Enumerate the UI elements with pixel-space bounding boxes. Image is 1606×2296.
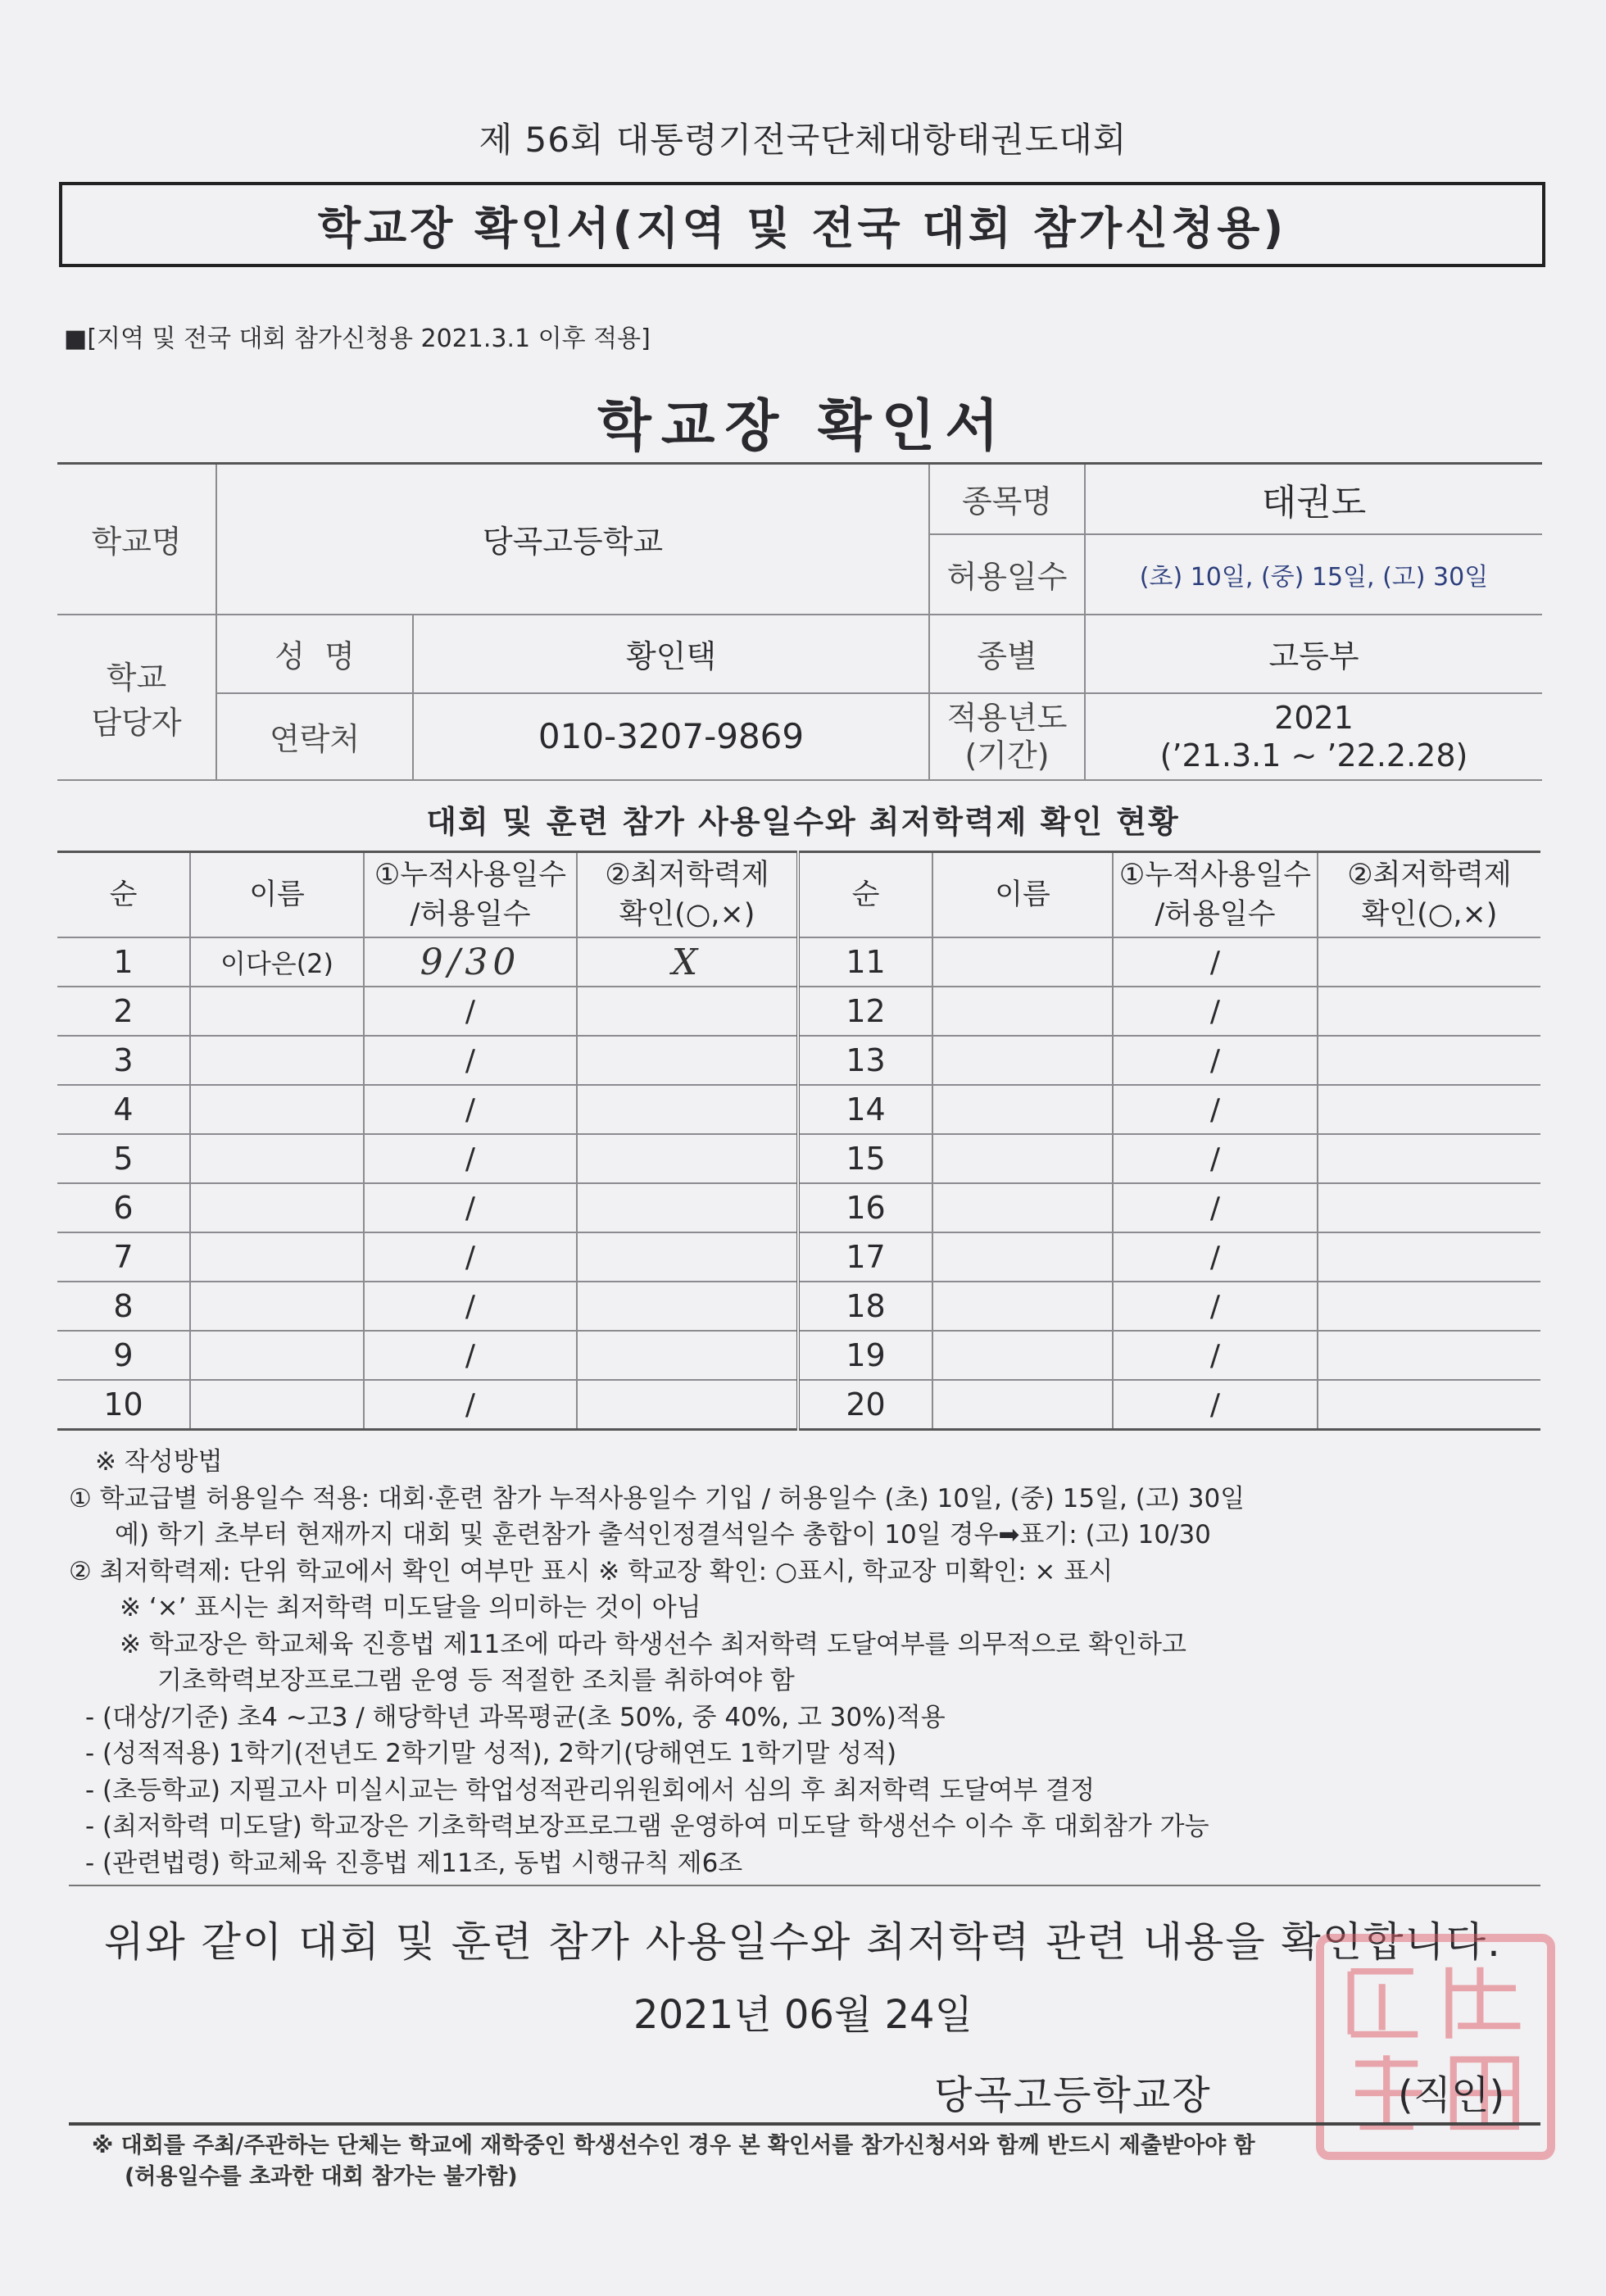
row-number-right: 17 [798, 1232, 932, 1282]
year-value [1085, 693, 1542, 780]
header-days [364, 852, 577, 938]
sport-value: 태권도 [1085, 464, 1542, 534]
row-days: / [364, 1282, 577, 1331]
row-name-right [932, 1331, 1113, 1380]
row-days: / [364, 1183, 577, 1232]
form-title-box: 학교장 확인서(지역 및 전국 대회 참가신청용) [59, 182, 1545, 267]
row-name-right [932, 1085, 1113, 1134]
row-days-right: / [1113, 987, 1318, 1036]
header-days-line2: /허용일수 [410, 898, 531, 931]
table-row [57, 1282, 1540, 1331]
school-name-value: 당곡고등학교 [216, 464, 929, 615]
note-detail-4: - (최저학력 미도달) 학교장은 기초학력보장프로그램 운영하여 미도달 학생선수 이수 후 대회참가 가능 [85, 1812, 1209, 1841]
row-number-right: 12 [798, 987, 932, 1036]
table-row [57, 1331, 1540, 1380]
table-row [57, 987, 1540, 1036]
year-label-line2: (기간) [964, 737, 1050, 774]
row-number: 10 [57, 1380, 190, 1430]
header-acad-line2: 확인(○,×) [619, 898, 755, 931]
note-detail-1: - (대상/기준) 초4 ~고3 / 해당학년 과목평균(초 50%, 중 40%, 고 30%)적용 [85, 1702, 946, 1732]
footnote-line2: (허용일수를 초과한 대회 참가는 불가함) [125, 2164, 518, 2189]
allowed-days-value: (초) 10일, (중) 15일, (고) 30일 [1085, 534, 1542, 615]
row-name-right [932, 937, 1113, 987]
allowed-days-label: 허용일수 [929, 534, 1085, 615]
staff-name-label: 성 명 [216, 615, 413, 693]
confirmation-statement: 위와 같이 대회 및 훈련 참가 사용일수와 최저학력 관련 내용을 확인합니다. [104, 1918, 1502, 1966]
year-label-line1: 적용년도 [946, 699, 1068, 736]
row-number: 2 [57, 987, 190, 1036]
contact-value: 010-3207-9869 [413, 693, 929, 780]
row-number: 7 [57, 1232, 190, 1282]
header-name: 이름 [190, 852, 364, 938]
row-days-right: / [1113, 1331, 1318, 1380]
instructions [69, 1444, 1544, 1881]
row-acad-right [1318, 987, 1540, 1036]
header-acad-right-line1: ②최저학력제 [1347, 859, 1512, 892]
row-days-right: / [1113, 937, 1318, 987]
row-number-right: 14 [798, 1085, 932, 1134]
row-name-right [932, 1183, 1113, 1232]
divider [69, 1885, 1540, 1886]
row-acad: X [577, 937, 798, 987]
row-acad-right [1318, 1036, 1540, 1085]
row-acad-right [1318, 1183, 1540, 1232]
contact-label: 연락처 [216, 693, 413, 780]
row-number: 6 [57, 1183, 190, 1232]
header-no: 순 [57, 852, 190, 938]
row-acad [577, 987, 798, 1036]
row-days: / [364, 1085, 577, 1134]
row-name [190, 1036, 364, 1085]
row-days-right: / [1113, 1036, 1318, 1085]
header-acad-right [1318, 852, 1540, 938]
row-acad [577, 1380, 798, 1430]
note-detail-5: - (관련법령) 학교체육 진흥법 제11조, 동법 시행규칙 제6조 [85, 1848, 743, 1878]
table-row [57, 1036, 1540, 1085]
contest-title: 제 56회 대통령기전국단체대항태권도대회 [479, 120, 1127, 160]
row-acad [577, 1282, 798, 1331]
row-days-right: / [1113, 1232, 1318, 1282]
row-name: 이다은(2) [190, 937, 364, 987]
row-acad [577, 1183, 798, 1232]
row-number-right: 18 [798, 1282, 932, 1331]
row-days: / [364, 987, 577, 1036]
row-days: / [364, 1036, 577, 1085]
note-detail-3: - (초등학교) 지필고사 미실시교는 학업성적관리위원회에서 심의 후 최저학력 도달여부 결정 [85, 1775, 1096, 1805]
table-row [57, 1134, 1540, 1183]
row-number: 5 [57, 1134, 190, 1183]
note-2-b: ※ 학교장은 학교체육 진흥법 제11조에 따라 학생선수 최저학력 도달여부를 의무적으로 확인하고 [120, 1629, 1186, 1659]
note-2-b-cont: 기초학력보장프로그램 운영 등 적절한 조치를 취하여야 함 [157, 1666, 795, 1695]
row-name [190, 1380, 364, 1430]
row-name-right [932, 987, 1113, 1036]
row-days-right: / [1113, 1183, 1318, 1232]
signing-date: 2021년 06월 24일 [633, 1992, 973, 2038]
row-acad [577, 1085, 798, 1134]
row-acad [577, 1134, 798, 1183]
official-seal-stamp [1316, 1934, 1555, 2160]
row-acad [577, 1232, 798, 1282]
header-no-right: 순 [798, 852, 932, 938]
row-name-right [932, 1282, 1113, 1331]
school-name-label: 학교명 [57, 464, 216, 615]
principal-name: 당곡고등학교장 [934, 2072, 1212, 2118]
row-acad-right [1318, 937, 1540, 987]
row-name-right [932, 1232, 1113, 1282]
row-number-right: 15 [798, 1134, 932, 1183]
year-value-line1: 2021 [1274, 699, 1354, 736]
row-name [190, 1183, 364, 1232]
row-number: 4 [57, 1085, 190, 1134]
class-label: 종별 [929, 615, 1085, 693]
row-number-right: 19 [798, 1331, 932, 1380]
section-title: 대회 및 훈련 참가 사용일수와 최저학력제 확인 현황 [426, 804, 1180, 840]
header-acad [577, 852, 798, 938]
row-acad-right [1318, 1232, 1540, 1282]
row-days: 9/30 [364, 937, 577, 987]
row-number: 3 [57, 1036, 190, 1085]
note-1-example: 예) 학기 초부터 현재까지 대회 및 훈련참가 출석인정결석일수 총합이 10일 경우➡표기: (고) 10/30 [115, 1520, 1211, 1550]
row-name [190, 1331, 364, 1380]
footnote-line1: ※ 대회를 주최/주관하는 단체는 학교에 재학중인 학생선수인 경우 본 확인서를 참가신청서와 함께 반드시 제출받아야 함 [92, 2133, 1255, 2158]
row-acad [577, 1331, 798, 1380]
header-days-right-line2: /허용일수 [1155, 898, 1276, 931]
sport-label: 종목명 [929, 464, 1085, 534]
row-days-right: / [1113, 1380, 1318, 1430]
row-acad [577, 1036, 798, 1085]
header-acad-right-line2: 확인(○,×) [1361, 898, 1498, 931]
row-acad-right [1318, 1085, 1540, 1134]
header-acad-line1: ②최저학력제 [605, 859, 769, 892]
year-label [929, 693, 1085, 780]
row-name-right [932, 1134, 1113, 1183]
staff-label [57, 615, 216, 780]
row-name-right [932, 1380, 1113, 1430]
row-number-right: 11 [798, 937, 932, 987]
row-number-right: 13 [798, 1036, 932, 1085]
note-2: ② 최저학력제: 단위 학교에서 확인 여부만 표시 ※ 학교장 확인: ○표시, 학교장 미확인: × 표시 [69, 1556, 1114, 1586]
row-name [190, 1232, 364, 1282]
row-acad-right [1318, 1380, 1540, 1430]
notes-title: ※ 작성방법 [95, 1447, 223, 1477]
row-number-right: 16 [798, 1183, 932, 1232]
note-detail-2: - (성적적용) 1학기(전년도 2학기말 성적), 2학기(당해연도 1학기말 성적) [85, 1739, 897, 1768]
row-days: / [364, 1134, 577, 1183]
row-acad-right [1318, 1282, 1540, 1331]
table-row [57, 1232, 1540, 1282]
header-days-right-line1: ①누적사용일수 [1118, 859, 1312, 892]
staff-label-line2: 담당자 [91, 704, 182, 741]
row-days-right: / [1113, 1282, 1318, 1331]
row-days: / [364, 1331, 577, 1380]
school-info-table [57, 462, 1542, 781]
participation-table [57, 851, 1540, 1431]
row-days: / [364, 1380, 577, 1430]
header-days-line1: ①누적사용일수 [374, 859, 567, 892]
table-row [57, 1085, 1540, 1134]
footnote [92, 2130, 1255, 2193]
header-name-right: 이름 [932, 852, 1113, 938]
staff-name-value: 황인택 [413, 615, 929, 693]
row-number: 9 [57, 1331, 190, 1380]
row-name [190, 1085, 364, 1134]
note-1: ① 학교급별 허용일수 적용: 대회·훈련 참가 누적사용일수 기입 / 허용일수 (초) 10일, (중) 15일, (고) 30일 [69, 1483, 1245, 1513]
class-value: 고등부 [1085, 615, 1542, 693]
table-row [57, 1183, 1540, 1232]
note-2-a: ※ ‘×’ 표시는 최저학력 미도달을 의미하는 것이 아님 [120, 1593, 701, 1622]
staff-label-line1: 학교 [106, 659, 167, 696]
row-days: / [364, 1232, 577, 1282]
table-row [57, 937, 1540, 987]
row-days-right: / [1113, 1134, 1318, 1183]
form-subnote: ■[지역 및 전국 대회 참가신청용 2021.3.1 이후 적용] [64, 324, 651, 353]
row-name [190, 1134, 364, 1183]
seal-label: (직인) [1398, 2072, 1505, 2118]
row-number: 8 [57, 1282, 190, 1331]
row-name-right [932, 1036, 1113, 1085]
row-acad-right [1318, 1134, 1540, 1183]
row-number: 1 [57, 937, 190, 987]
main-title: 학교장 확인서 [597, 394, 1009, 459]
row-number-right: 20 [798, 1380, 932, 1430]
row-days-right: / [1113, 1085, 1318, 1134]
footer-divider [69, 2122, 1540, 2126]
header-days-right [1113, 852, 1318, 938]
row-name [190, 987, 364, 1036]
row-name [190, 1282, 364, 1331]
year-value-line2: (’21.3.1 ~ ’22.2.28) [1159, 737, 1468, 774]
row-acad-right [1318, 1331, 1540, 1380]
table-row [57, 1380, 1540, 1430]
